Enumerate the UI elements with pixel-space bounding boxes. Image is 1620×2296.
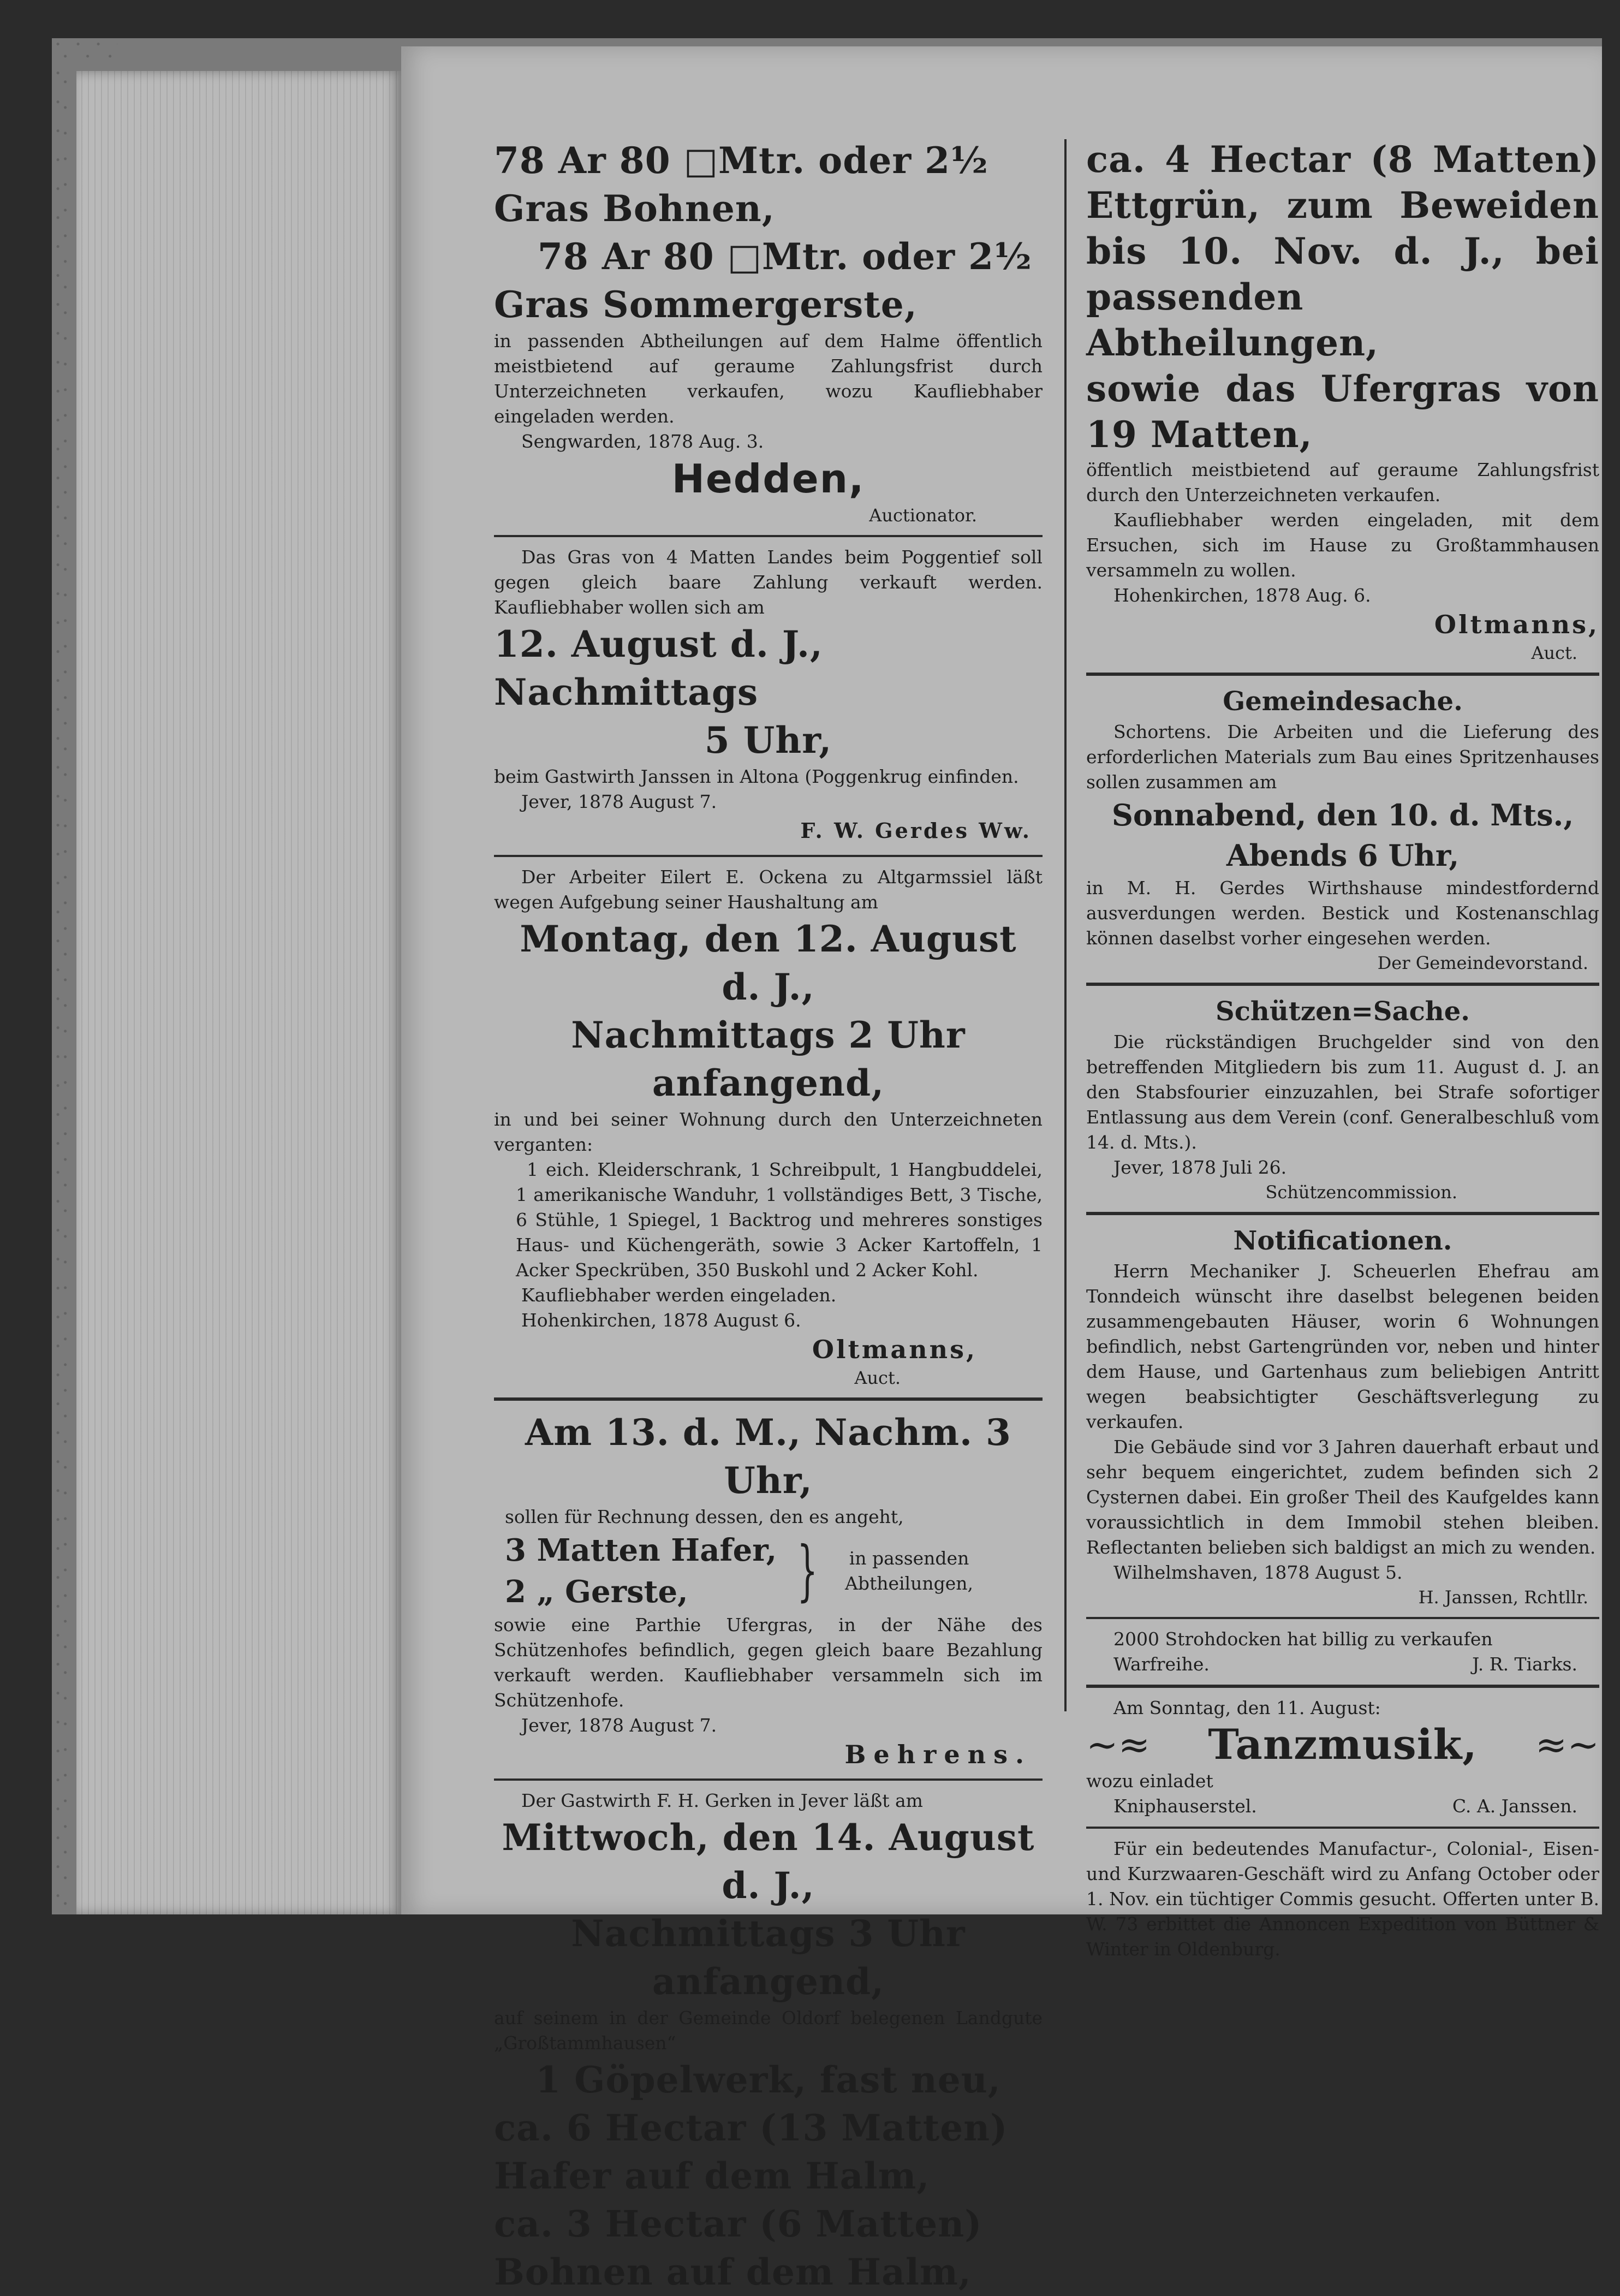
headline: ca. 4 Hectar (8 Matten) Ettgrün, zum Beweiden bis 10. Nov. d. J., bei passenden Abtheilungen, bbox=[1086, 138, 1599, 364]
ad-text: auf seinem in der Gemeinde Oldorf belegenen Landgute „Großtammhausen“ bbox=[494, 2007, 1043, 2054]
place-signature-row bbox=[1086, 1794, 1599, 1819]
headline: Hafer auf dem Halm, bbox=[494, 2155, 930, 2197]
ad-text: Am Sonntag, den 11. August: bbox=[1113, 1697, 1381, 1718]
ad-text: beim Gastwirth Janssen in Altona (Poggenkrug einfinden. bbox=[494, 766, 1019, 787]
invite: Kaufliebhaber werden eingeladen. bbox=[521, 1284, 837, 1306]
headline: ca. 3 Hectar (6 Matten) bbox=[494, 2203, 982, 2245]
ad-text: in passenden Abtheilungen auf dem Halme öffentlich meistbietend auf geraume Zahlungsfrist durch Unterzeichneten verkaufen, wozu Kaufliebhaber eingeladen werden. bbox=[494, 330, 1043, 427]
divider bbox=[1086, 1212, 1599, 1215]
ad-notificationen bbox=[1086, 1223, 1599, 1609]
ad-strohdocken bbox=[1086, 1627, 1599, 1677]
dateline: Hohenkirchen, 1878 August 6. bbox=[521, 1310, 801, 1331]
ad-text: Die rückständigen Bruchgelder sind von den betreffenden Mitgliedern bis zum 11. August d. J. an den Stabsfourier einzuzahlen, bei Strafe sofortiger Entlassung aus dem Verein (conf. Generalbeschluß vom 14. d. Mts.). bbox=[1086, 1031, 1599, 1153]
page-edges bbox=[76, 71, 401, 1914]
ad-text: 2000 Strohdocken hat billig zu verkaufen bbox=[1113, 1628, 1493, 1650]
ad-text: Das Gras von 4 Matten Landes beim Poggentief soll gegen gleich baare Zahlung verkauft werden. Kaufliebhaber wollen sich am bbox=[494, 546, 1043, 618]
ad-text: sollen für Rechnung dessen, den es angeht, bbox=[505, 1506, 904, 1527]
hafer-gerste-block bbox=[494, 1530, 1043, 1613]
divider bbox=[1086, 1827, 1599, 1829]
flourish-ornament-right: ≈~ bbox=[1535, 1722, 1599, 1767]
ad-text: in M. H. Gerdes Wirthshause mindestfordernd ausverdungen werden. Bestick und Kostenanschlag können daselbst vorher eingesehen werden. bbox=[1086, 877, 1599, 949]
signature: Schützencommission. bbox=[1265, 1182, 1457, 1203]
signature: Der Gemeindevorstand. bbox=[1377, 953, 1588, 973]
place: Kniphauserstel. bbox=[1113, 1795, 1257, 1817]
divider bbox=[494, 535, 1043, 537]
headline: Montag, den 12. August d. J., bbox=[520, 918, 1017, 1008]
ad-ettgruen bbox=[1086, 136, 1599, 665]
headline: Abends 6 Uhr, bbox=[1226, 838, 1460, 873]
signature: C. A. Janssen. bbox=[1452, 1795, 1577, 1817]
signature: Oltmanns, bbox=[812, 1335, 977, 1364]
headline: Mittwoch, den 14. August d. J., bbox=[502, 1816, 1035, 1907]
divider bbox=[494, 855, 1043, 857]
ad-text: Herrn Mechaniker J. Scheuerlen Ehefrau am Tonndeich wünscht ihre daselbst belegenen beiden zusammengebauten Häuser, worin 6 Wohnungen befindlich, nebst Gartengründen vor, neben und hinter dem Hause, und Gartenhaus zum beliebigen Antritt wegen beabsichtigter Geschäftsverlegung zu verkaufen. bbox=[1086, 1260, 1599, 1432]
ad-schuetzenhof bbox=[494, 1408, 1043, 1771]
ad-text: Schortens. Die Arbeiten und die Lieferung des erforderlichen Materials zum Bau eines Spritzenhauses sollen zusammen am bbox=[1086, 721, 1599, 793]
signature: H. Janssen, Rchtllr. bbox=[1418, 1587, 1588, 1608]
signature-role: Auctionator. bbox=[869, 505, 977, 526]
headline: 1 Göpelwerk, fast neu, bbox=[535, 2059, 1001, 2101]
divider bbox=[494, 1397, 1043, 1401]
dateline: Jever, 1878 Juli 26. bbox=[1113, 1157, 1287, 1178]
place-signature-row bbox=[1086, 1652, 1599, 1677]
section-heading: Notificationen. bbox=[1233, 1226, 1452, 1256]
note: in passenden Abtheilungen, bbox=[845, 1548, 974, 1594]
flourish-ornament-left: ~≈ bbox=[1086, 1722, 1151, 1767]
dateline: Sengwarden, 1878 Aug. 3. bbox=[521, 431, 764, 452]
dateline: Wilhelmshaven, 1878 August 5. bbox=[1113, 1562, 1403, 1583]
headline: Gras Sommergerste, bbox=[494, 283, 918, 326]
headline: Sonnabend, den 10. d. Mts., bbox=[1111, 798, 1574, 832]
tanzmusik-banner bbox=[1086, 1721, 1599, 1769]
item: 2 „ Gerste, bbox=[505, 1574, 688, 1610]
headline: 12. August d. J., Nachmittags bbox=[494, 623, 823, 713]
signature: Oltmanns, bbox=[1434, 610, 1599, 639]
ad-bohnen-sommergerste bbox=[494, 136, 1043, 527]
signature: J. R. Tiarks. bbox=[1472, 1653, 1577, 1675]
signature: Hedden, bbox=[671, 456, 865, 502]
ad-text: Für ein bedeutendes Manufactur-, Colonial-, Eisen- und Kurzwaaren-Geschäft wird zu Anfang October oder 1. Nov. ein tüchtiger Commis gesucht. Offerten unter B. W. 73 erbittet die Annoncen Expedition von Büttner & Winter in Oldenburg. bbox=[1086, 1838, 1599, 1960]
section-heading: Schützen=Sache. bbox=[1216, 996, 1470, 1027]
headline: Tanzmusik, bbox=[1208, 1720, 1478, 1769]
item-list: 1 eich. Kleiderschrank, 1 Schreibpult, 1 Hangbuddelei, 1 amerikanische Wanduhr, 1 vollständiges Bett, 3 Tische, 6 Stühle, 1 Spiegel, 1 Backtrog und mehreres sonstiges Haus- und Küchengeräth, sowie 3 Acker Kartoffeln, 1 Acker Speckrüben, 350 Buskohl und 2 Acker Kohl. bbox=[516, 1159, 1043, 1281]
ad-gemeindesache bbox=[1086, 683, 1599, 975]
divider bbox=[1086, 673, 1599, 676]
ad-text: sowie eine Parthie Ufergras, in der Nähe des Schützenhofes befindlich, gegen gleich baare Bezahlung verkauft werden. Kaufliebhaber versammeln sich im Schützenhofe. bbox=[494, 1614, 1043, 1711]
items bbox=[494, 1530, 777, 1613]
invite: wozu einladet bbox=[1086, 1770, 1213, 1792]
place: Warfreihe. bbox=[1113, 1653, 1210, 1675]
brace-glyph: } bbox=[797, 1533, 818, 1609]
headline: Nachmittags 3 Uhr anfangend, bbox=[571, 1912, 966, 2003]
ad-tanzmusik bbox=[1086, 1696, 1599, 1819]
headline: Gras Bohnen, bbox=[494, 187, 775, 230]
headline: 78 Ar 80 □Mtr. oder 2½ bbox=[538, 235, 1032, 278]
headline: sowie das Ufergras von 19 Matten, bbox=[1086, 367, 1599, 456]
ad-gras-poggentief bbox=[494, 545, 1043, 847]
divider bbox=[1086, 1617, 1599, 1619]
ad-text: Kaufliebhaber werden eingeladen, mit dem Ersuchen, sich im Hause zu Großtammhausen versammeln zu wollen. bbox=[1086, 509, 1599, 581]
ad-schuetzen-sache bbox=[1086, 994, 1599, 1204]
headline: ca. 6 Hectar (13 Matten) bbox=[494, 2107, 1008, 2149]
ad-text: in und bei seiner Wohnung durch den Unterzeichneten verganten: bbox=[494, 1109, 1043, 1155]
ad-commis-gesucht bbox=[1086, 1836, 1599, 1962]
dateline: Hohenkirchen, 1878 Aug. 6. bbox=[1113, 585, 1371, 606]
headline: Nachmittags 2 Uhr anfangend, bbox=[571, 1014, 966, 1104]
column-divider bbox=[1064, 139, 1067, 1711]
dateline: Jever, 1878 August 7. bbox=[521, 791, 717, 812]
ad-ockena bbox=[494, 865, 1043, 1390]
dateline: Jever, 1878 August 7. bbox=[521, 1715, 717, 1736]
signature-role: Auct. bbox=[1531, 643, 1577, 663]
divider bbox=[1086, 1685, 1599, 1688]
headline: 5 Uhr, bbox=[704, 719, 832, 762]
left-column bbox=[494, 136, 1043, 2293]
signature-role: Auct. bbox=[854, 1367, 901, 1388]
ad-text: öffentlich meistbietend auf geraume Zahlungsfrist durch den Unterzeichneten verkaufen. bbox=[1086, 459, 1599, 505]
right-column bbox=[1086, 136, 1599, 1960]
ad-text: Der Arbeiter Eilert E. Ockena zu Altgarmssiel läßt wegen Aufgebung seiner Haushaltung am bbox=[494, 866, 1043, 913]
item: 3 Matten Hafer, bbox=[505, 1532, 777, 1568]
ad-text: Der Gastwirth F. H. Gerken in Jever läßt am bbox=[521, 1790, 923, 1811]
headline: Am 13. d. M., Nachm. 3 Uhr, bbox=[525, 1411, 1011, 1502]
divider bbox=[494, 1778, 1043, 1781]
headline: Bohnen auf dem Halm, bbox=[494, 2251, 972, 2293]
headline: 78 Ar 80 □Mtr. oder 2½ bbox=[494, 139, 988, 182]
signature: Behrens. bbox=[844, 1740, 1032, 1769]
divider bbox=[1086, 983, 1599, 986]
ad-text: Die Gebäude sind vor 3 Jahren dauerhaft erbaut und sehr bequem eingerichtet, zudem befinden sich 2 Cysternen dabei. Ein großer Theil des Kaufgeldes kann voraussichtlich in dem Immobil stehen bleiben. Reflectanten belieben sich baldigst an mich zu wenden. bbox=[1086, 1436, 1599, 1558]
section-heading: Gemeindesache. bbox=[1223, 686, 1463, 717]
ad-gerken bbox=[494, 1788, 1043, 2296]
signature: F. W. Gerdes Ww. bbox=[800, 818, 1032, 843]
